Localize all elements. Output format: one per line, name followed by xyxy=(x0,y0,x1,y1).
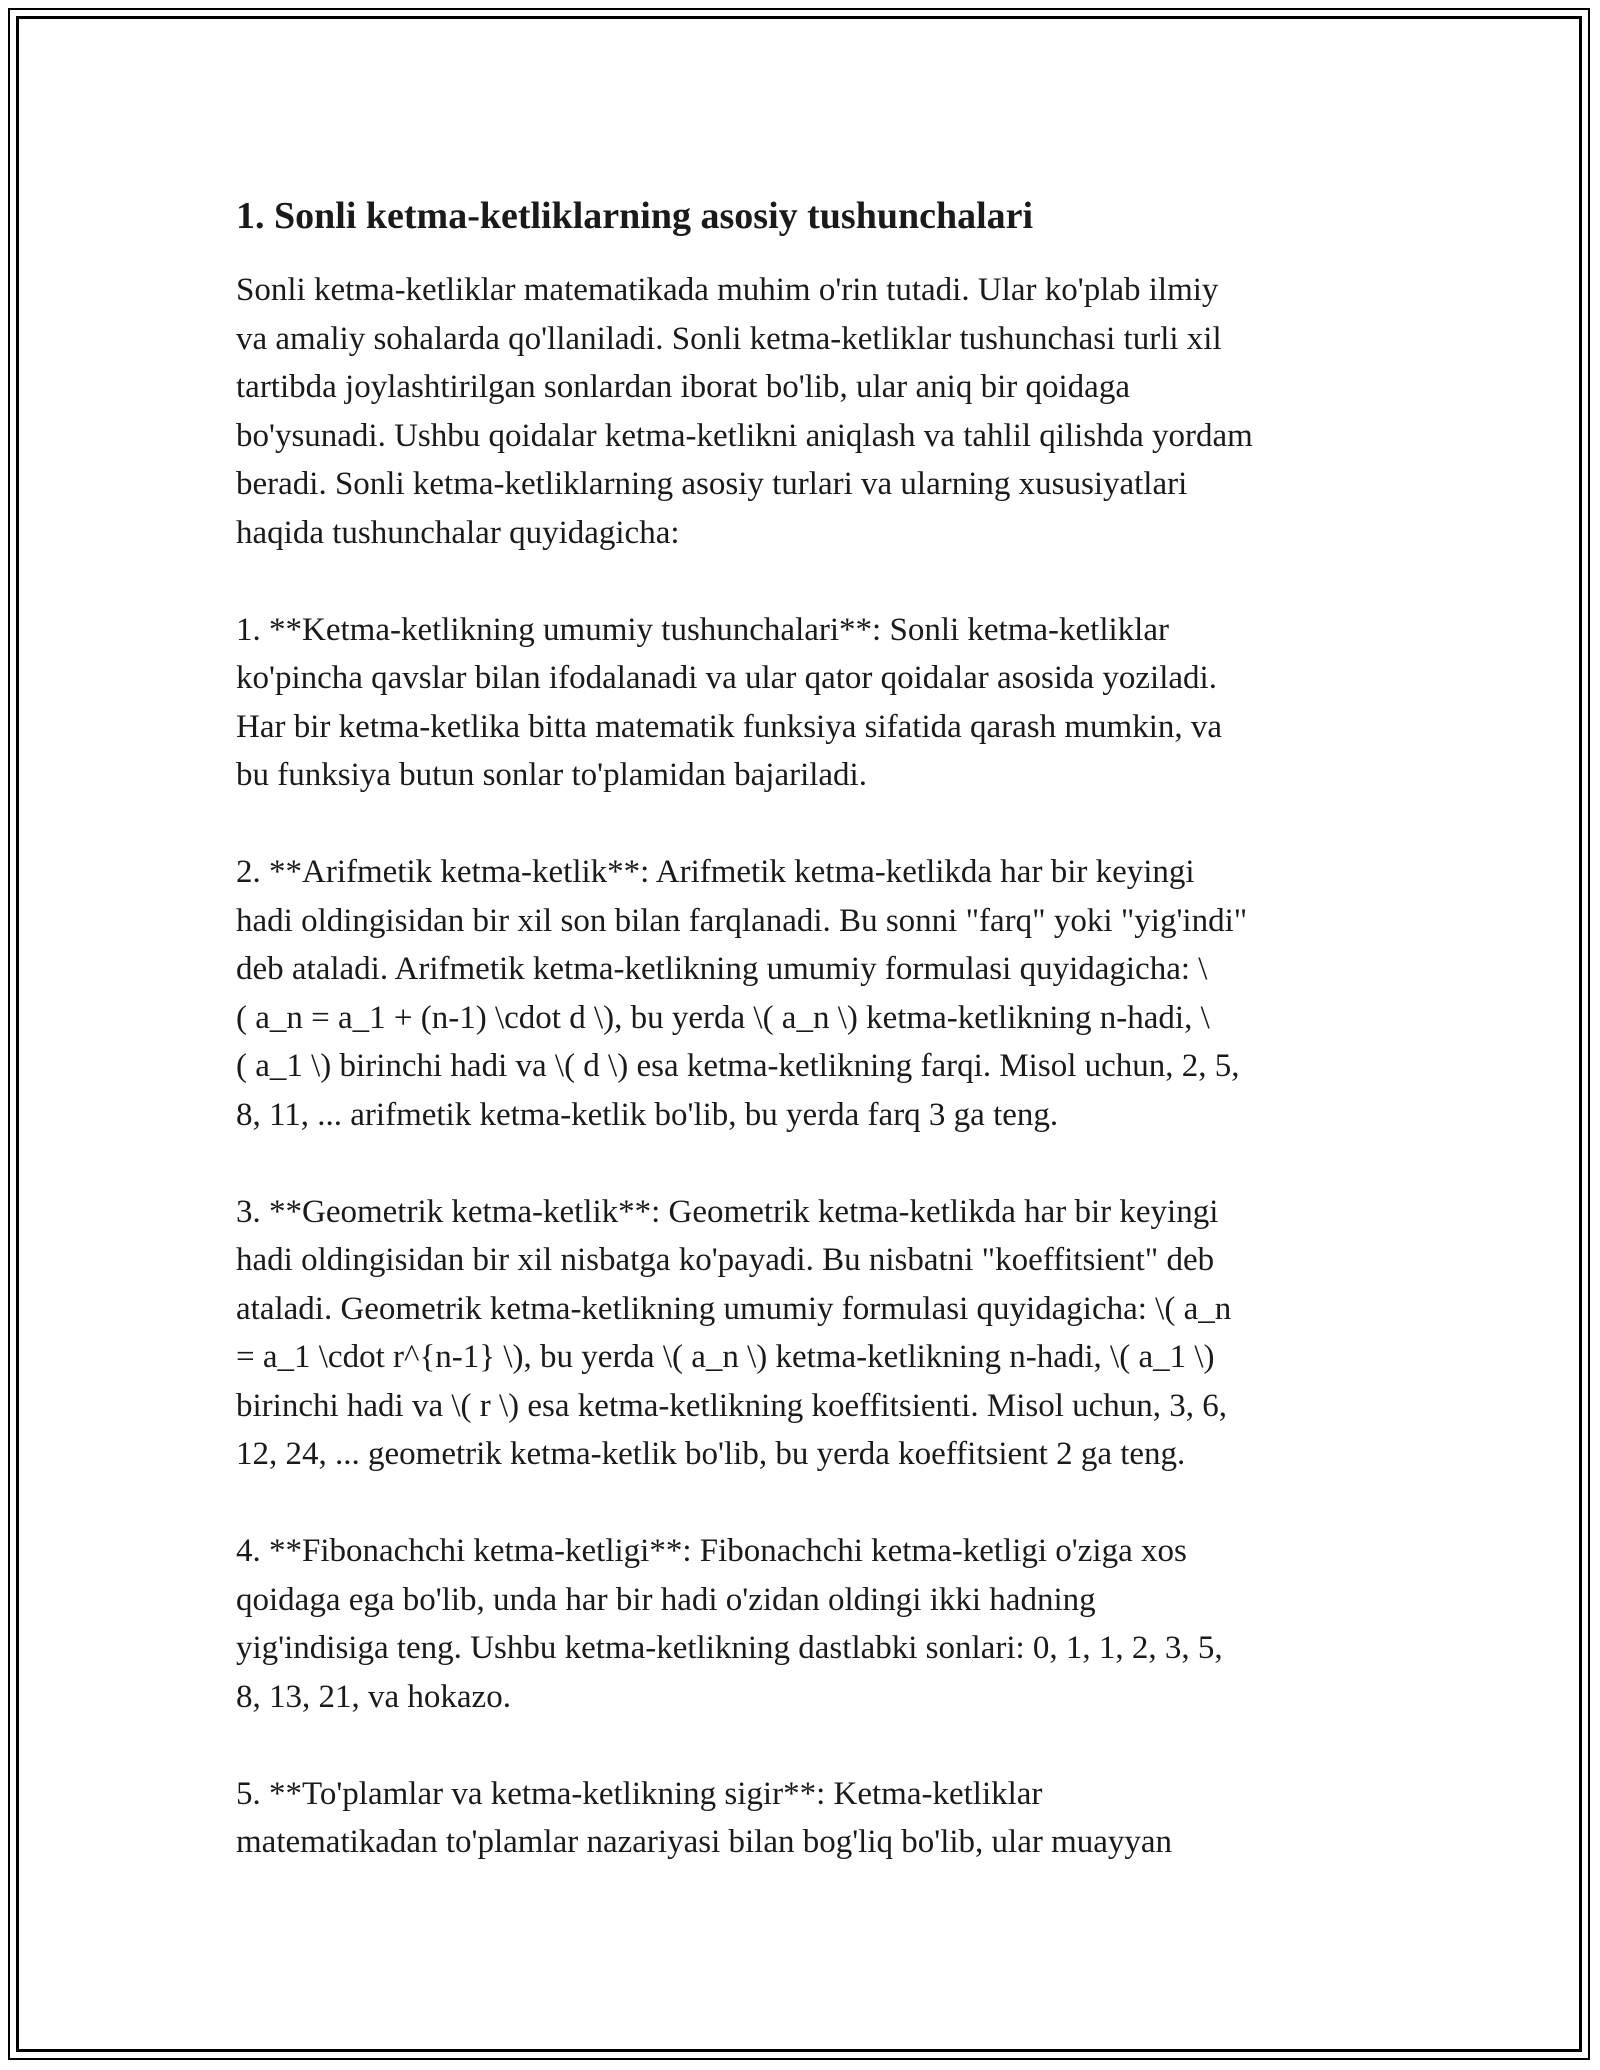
list-item-fibonacci-sequence: 4. **Fibonachchi ketma-ketligi**: Fibonachchi ketma-ketligi o'ziga xos qoidaga ega bo'lib, unda har bir hadi o'zidan oldingi ikki hadning yig'indisiga teng. Ushbu ketma-ketlikning dastlabki sonlari: 0, 1, 1, 2, 3, 5, 8, 13, 21, va hokazo. xyxy=(236,1533,1223,1715)
list-item-geometric-sequence: 3. **Geometrik ketma-ketlik**: Geometrik ketma-ketlikda har bir keyingi hadi oldingisidan bir xil nisbatga ko'payadi. Bu nisbatni "koeffitsient" deb ataladi. Geometrik ketma-ketlikning umumiy formulasi quyidagicha: \( a_n = a_1 \cdot r^{n-1} \), bu yerda \( a_n \) ketma-ketlikning n-hadi, \( a_1 \) birinchi hadi va \( r \) esa ketma-ketlikning koeffitsienti. Misol uchun, 3, 6, 12, 24, ... geometrik ketma-ketlik bo'lib, bu yerda koeffitsient 2 ga teng. xyxy=(236,1193,1232,1472)
list-item-general-concepts: 1. **Ketma-ketlikning umumiy tushunchalari**: Sonli ketma-ketliklar ko'pincha qavslar bilan ifodalanadi va ular qator qoidalar asosida yoziladi. Har bir ketma-ketlika bitta matematik funksiya sifatida qarash mumkin, va bu funksiya butun sonlar to'plamidan bajariladi. xyxy=(236,611,1223,793)
section-heading: 1. Sonli ketma-ketliklarning asosiy tushunchalari xyxy=(236,195,1034,237)
document-body xyxy=(236,180,1376,1915)
intro-paragraph: Sonli ketma-ketliklar matematikada muhim o'rin tutadi. Ular ko'plab ilmiy va amaliy sohalarda qo'llaniladi. Sonli ketma-ketliklar tushunchasi turli xil tartibda joylashtirilgan sonlardan iborat bo'lib, ular aniq bir qoidaga bo'ysunadi. Ushbu qoidalar ketma-ketlikni aniqlash va tahlil qilishda yordam beradi. Sonli ketma-ketliklarning asosiy turlari va ularning xususiyatlari haqida tushunchalar quyidagicha: xyxy=(236,272,1253,551)
list-item-arithmetic-sequence: 2. **Arifmetik ketma-ketlik**: Arifmetik ketma-ketlikda har bir keyingi hadi oldingisidan bir xil son bilan farqlanadi. Bu sonni "farq" yoki "yig'indi" deb ataladi. Arifmetik ketma-ketlikning umumiy formulasi quyidagicha: \ ( a_n = a_1 + (n-1) \cdot d \), bu yerda \( a_n \) ketma-ketlikning n-hadi, \ ( a_1 \) birinchi hadi va \( d \) esa ketma-ketlikning farqi. Misol uchun, 2, 5, 8, 11, ... arifmetik ketma-ketlik bo'lib, bu yerda farq 3 ga teng. xyxy=(236,854,1248,1133)
list-item-sets-and-sequences: 5. **To'plamlar va ketma-ketlikning sigir**: Ketma-ketliklar matematikadan to'plamlar nazariyasi bilan bog'liq bo'lib, ular muayyan xyxy=(236,1775,1173,1860)
